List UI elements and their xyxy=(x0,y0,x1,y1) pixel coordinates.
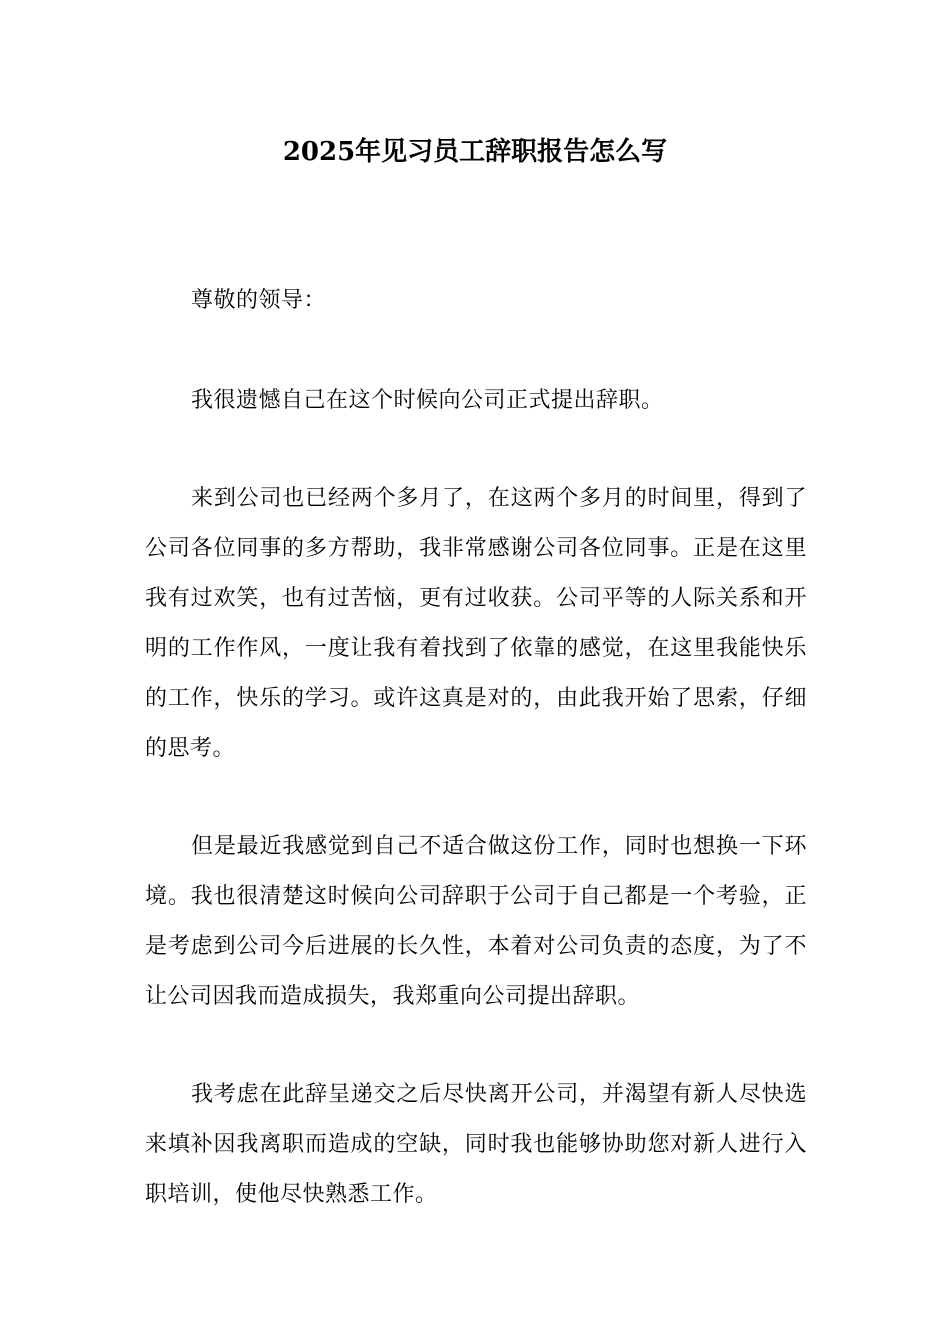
salutation: 尊敬的领导： xyxy=(191,288,327,313)
paragraph-1: 我很遗憾自己在这个时候向公司正式提出辞职。 xyxy=(191,388,664,413)
document-title: 2025年见习员工辞职报告怎么写 xyxy=(282,137,668,167)
paragraph-4: 我考虑在此辞呈递交之后尽快离开公司，并渴望有新人尽快选来填补因我离职而造成的空缺，同时我也能够协助您对新人进行入职培训，使他尽快熟悉工作。 xyxy=(145,1082,807,1207)
paragraph-3: 但是最近我感觉到自己不适合做这份工作，同时也想换一下环境。我也很清楚这时候向公司辞职于公司于自己都是一个考验，正是考虑到公司今后进展的长久性，本着对公司负责的态度，为了不让公司因我而造成损失，我郑重向公司提出辞职。 xyxy=(145,834,807,1009)
paragraph-2: 来到公司也已经两个多月了，在这两个多月的时间里，得到了公司各位同事的多方帮助，我非常感谢公司各位同事。正是在这里我有过欢笑，也有过苦恼，更有过收获。公司平等的人际关系和开明的工作作风，一度让我有着找到了依靠的感觉，在这里我能快乐的工作，快乐的学习。或许这真是对的，由此我开始了思索，仔细的思考。 xyxy=(145,486,807,761)
